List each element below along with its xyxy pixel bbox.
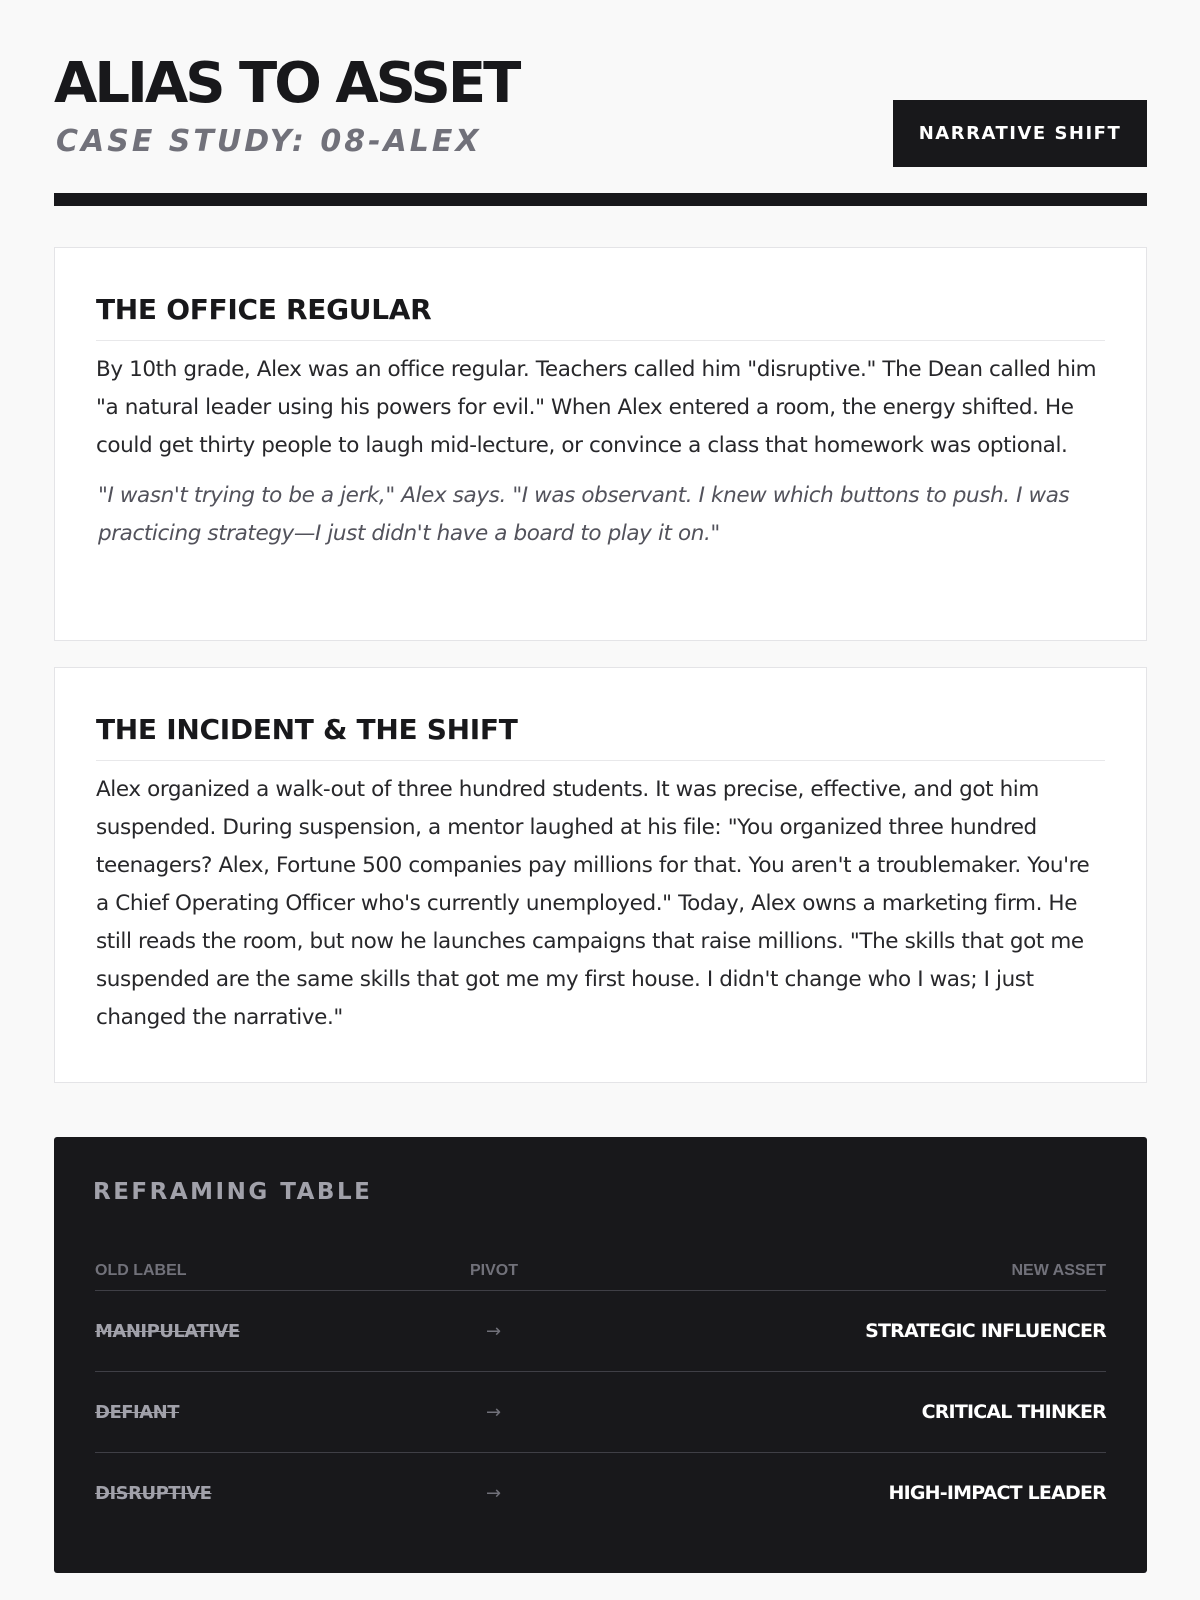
new-asset-cell: STRATEGIC INFLUENCER	[865, 1320, 1106, 1342]
header-divider	[54, 193, 1147, 206]
new-asset-cell: HIGH-IMPACT LEADER	[888, 1482, 1106, 1504]
section-office-regular	[54, 247, 1147, 641]
reframing-table-title: REFRAMING TABLE	[93, 1179, 373, 1205]
section-heading: THE OFFICE REGULAR	[96, 288, 1105, 341]
column-header-pivot: PIVOT	[470, 1262, 519, 1279]
arrow-right-icon: →	[486, 1402, 502, 1423]
page	[54, 0, 1147, 1504]
section-body: Alex organized a walk-out of three hundred students. It was precise, effective, and got him suspended. During suspension, a mentor laughed at his file: "You organized three hundred teenagers? Alex, Fortune 500 companies pay millions for that. You aren't a troublemaker. You're a Chief Operating Officer who's currently unemployed." Today, Alex owns a marketing firm. He still reads the room, but now he launches campaigns that raise millions. "The skills that got me suspended are the same skills that got me my first house. I didn't change who I was; I just changed the narrative."	[96, 777, 1090, 1030]
section-incident-shift	[54, 667, 1147, 1083]
reframing-table-panel	[54, 1137, 1147, 1573]
arrow-right-icon: →	[486, 1483, 502, 1504]
page-title: ALIAS TO ASSET	[54, 51, 519, 116]
section-heading: THE INCIDENT & THE SHIFT	[96, 708, 1105, 761]
section-body: By 10th grade, Alex was an office regular. Teachers called him "disruptive." The Dean called him "a natural leader using his powers for evil." When Alex entered a room, the energy shifted. He could get thirty people to laugh mid-lecture, or convince a class that homework was optional.	[96, 357, 1097, 458]
arrow-right-icon: →	[486, 1321, 502, 1342]
table-row	[95, 1372, 1106, 1453]
old-label-cell: MANIPULATIVE	[95, 1321, 240, 1342]
column-header-old-label: OLD LABEL	[95, 1262, 187, 1279]
table-header-row	[95, 1250, 1106, 1291]
page-subtitle: CASE STUDY: 08-ALEX	[56, 124, 482, 159]
old-label-cell: DISRUPTIVE	[95, 1483, 212, 1504]
column-header-new-asset: NEW ASSET	[1011, 1262, 1106, 1279]
header	[54, 0, 1147, 205]
section-quote: "I wasn't trying to be a jerk," Alex says. "I was observant. I knew which buttons to push. I was practicing strategy—I just didn't have a board to play it on."	[98, 483, 1070, 546]
narrative-shift-badge: NARRATIVE SHIFT	[893, 100, 1147, 167]
new-asset-cell: CRITICAL THINKER	[921, 1401, 1106, 1423]
old-label-cell: DEFIANT	[95, 1402, 180, 1423]
table-row	[95, 1291, 1106, 1372]
table-row	[95, 1453, 1106, 1533]
